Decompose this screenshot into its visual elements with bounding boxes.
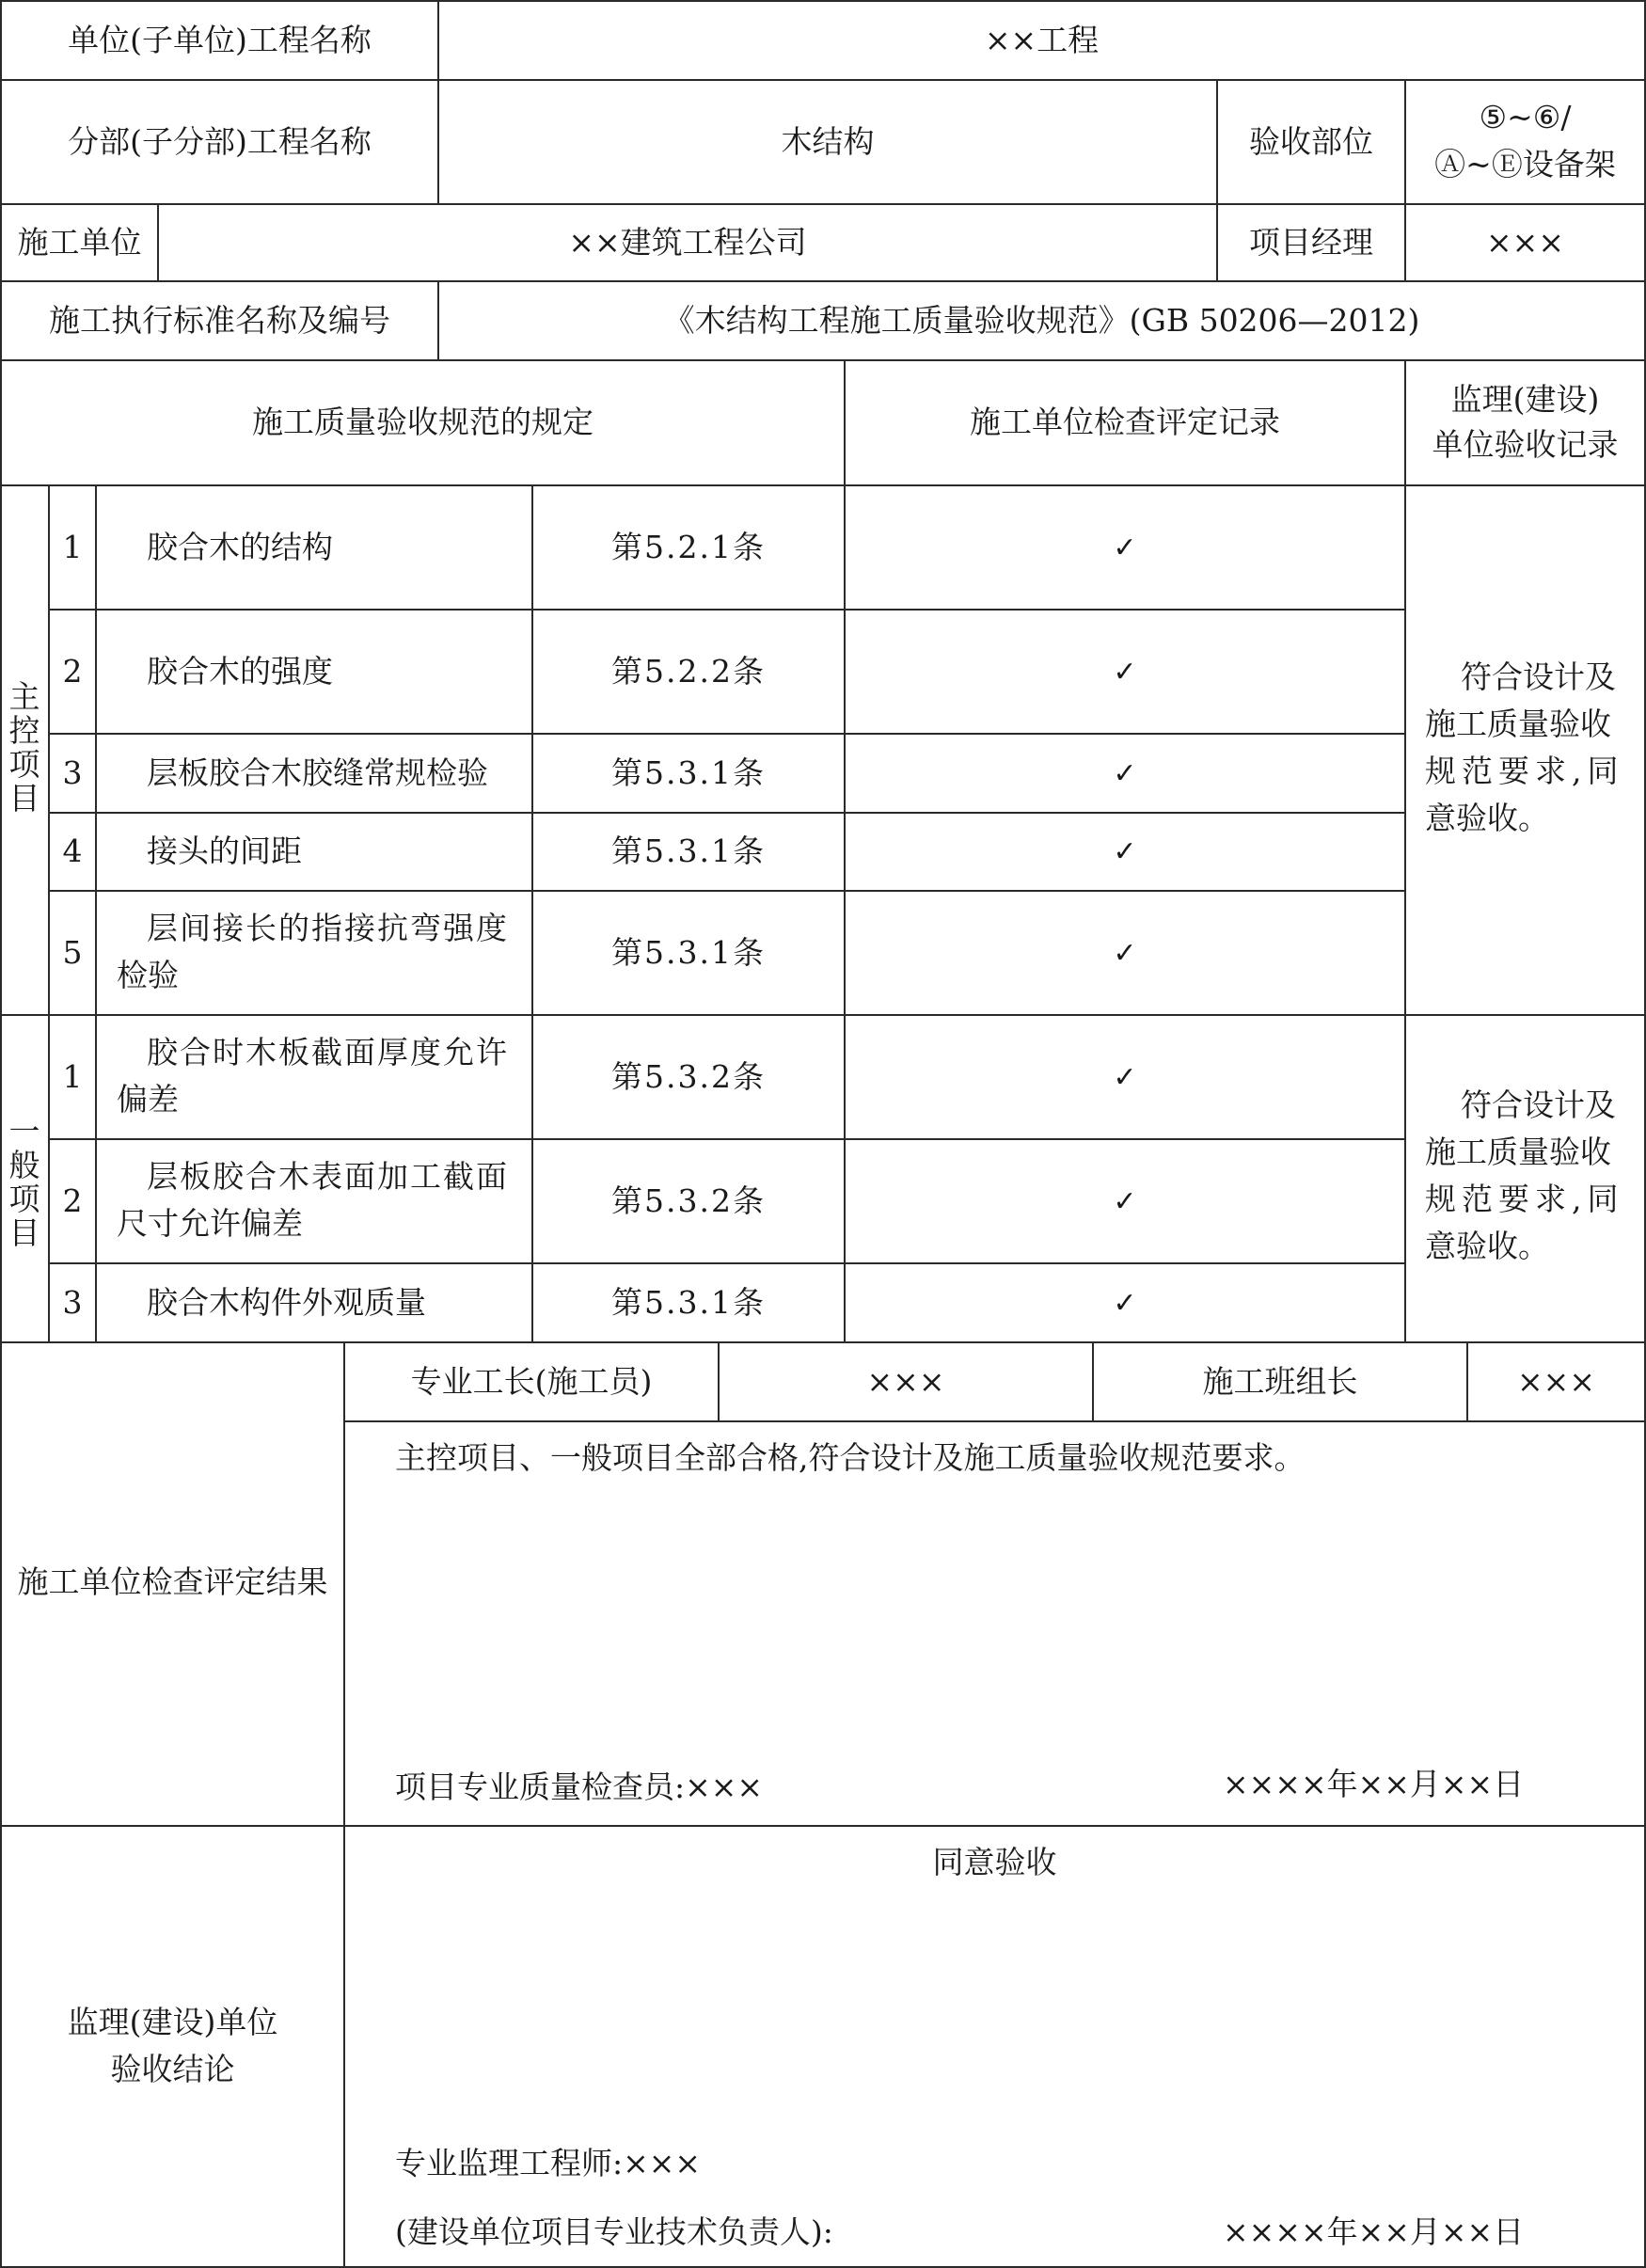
row-no: 3 (62, 1284, 83, 1321)
row-clause: 第5.3.1条 (611, 1284, 766, 1321)
row-no: 2 (62, 1182, 83, 1219)
supervising-engineer: 专业监理工程师:××× (395, 2145, 702, 2181)
contractor-value: ××建筑工程公司 (568, 224, 807, 261)
owner-technical-lead: (建设单位项目专业技术负责人): (395, 2213, 833, 2250)
contractor-label: 施工单位 (17, 224, 142, 261)
row-no: 5 (62, 934, 83, 971)
team-leader-label: 施工班组长 (1202, 1363, 1358, 1400)
unit-value: ××工程 (984, 22, 1100, 58)
general-conclusion-line4: 意验收。 (1425, 1228, 1549, 1264)
foreman-value: ××× (866, 1363, 945, 1400)
main-conclusion-line1: 符合设计及 (1461, 658, 1616, 695)
spec-header: 施工质量验收规范的规定 (252, 404, 594, 440)
supervisor-result-label-line2: 验收结论 (110, 2051, 235, 2087)
general-conclusion-line3: 规范要求,同 (1425, 1181, 1624, 1217)
main-group-label: 主控项目 (8, 678, 40, 817)
row-name-cont: 检验 (117, 957, 179, 993)
manager-label: 项目经理 (1249, 224, 1373, 261)
general-conclusion-line1: 符合设计及 (1461, 1086, 1616, 1123)
sub-label: 分部(子分部)工程名称 (68, 123, 372, 160)
row-no: 2 (62, 653, 83, 690)
row-no: 1 (62, 1058, 83, 1095)
supervisor-result-body-cell (343, 1825, 1646, 2268)
row-name: 胶合木的结构 (147, 529, 333, 565)
row-name-cont: 偏差 (117, 1081, 179, 1118)
unit-label: 单位(子单位)工程名称 (68, 22, 372, 58)
main-conclusion-line2: 施工质量验收 (1425, 706, 1611, 742)
supervisor-record-header-line1: 监理(建设) (1450, 381, 1600, 418)
supervisor-record-header-line2: 单位验收记录 (1432, 426, 1619, 463)
row-name-cont: 尺寸允许偏差 (117, 1205, 303, 1242)
row-name: 胶合木构件外观质量 (147, 1284, 426, 1321)
location-value-line1: ⑤~⑥/ (1479, 99, 1572, 135)
contractor-record-header: 施工单位检查评定记录 (970, 404, 1280, 440)
check-mark: ✓ (1113, 835, 1137, 868)
row-clause: 第5.3.1条 (611, 934, 766, 971)
supervisor-result-date: ××××年××月××日 (1223, 2213, 1525, 2250)
row-no: 4 (62, 833, 83, 869)
manager-value: ××× (1486, 224, 1564, 261)
standard-label: 施工执行标准名称及编号 (49, 302, 390, 339)
row-name: 胶合时木板截面厚度允许 (147, 1034, 509, 1071)
row-no: 3 (62, 754, 83, 791)
supervisor-result-label-line1: 监理(建设)单位 (67, 2004, 278, 2040)
check-mark: ✓ (1113, 937, 1137, 970)
check-mark: ✓ (1113, 656, 1137, 689)
quality-inspector: 项目专业质量检查员:××× (395, 1768, 764, 1805)
general-conclusion-line2: 施工质量验收 (1425, 1134, 1611, 1170)
row-clause: 第5.2.2条 (611, 653, 766, 690)
row-name: 层板胶合木表面加工截面 (147, 1158, 509, 1195)
foreman-label: 专业工长(施工员) (410, 1363, 653, 1400)
general-group-label: 一般项目 (8, 1113, 40, 1251)
check-mark: ✓ (1113, 1185, 1137, 1218)
row-clause: 第5.3.1条 (611, 754, 766, 791)
main-conclusion-line4: 意验收。 (1425, 800, 1549, 836)
row-name: 层间接长的指接抗弯强度 (147, 910, 509, 946)
check-mark: ✓ (1113, 1287, 1137, 1320)
contractor-result-label: 施工单位检查评定结果 (17, 1563, 328, 1600)
sub-value: 木结构 (781, 123, 875, 160)
supervisor-result-text: 同意验收 (932, 1844, 1057, 1880)
contractor-result-text: 主控项目、一般项目全部合格,符合设计及施工质量验收规范要求。 (395, 1439, 1306, 1476)
row-clause: 第5.2.1条 (611, 529, 766, 565)
row-name: 接头的间距 (147, 833, 302, 869)
row-clause: 第5.3.1条 (611, 833, 766, 869)
row-clause: 第5.3.2条 (611, 1182, 766, 1219)
row-name: 胶合木的强度 (147, 653, 333, 690)
location-label: 验收部位 (1249, 123, 1373, 160)
location-value-line2: Ⓐ~Ⓔ设备架 (1434, 146, 1616, 182)
main-conclusion-line3: 规范要求,同 (1425, 753, 1624, 789)
row-clause: 第5.3.2条 (611, 1058, 766, 1095)
check-mark: ✓ (1113, 531, 1137, 564)
team-leader-value: ××× (1517, 1363, 1595, 1400)
check-mark: ✓ (1113, 757, 1137, 790)
row-name: 层板胶合木胶缝常规检验 (147, 754, 488, 791)
contractor-result-date: ××××年××月××日 (1223, 1766, 1525, 1802)
check-mark: ✓ (1113, 1061, 1137, 1094)
row-no: 1 (62, 529, 83, 565)
standard-value: 《木结构工程施工质量验收规范》(GB 50206—2012) (663, 302, 1420, 339)
